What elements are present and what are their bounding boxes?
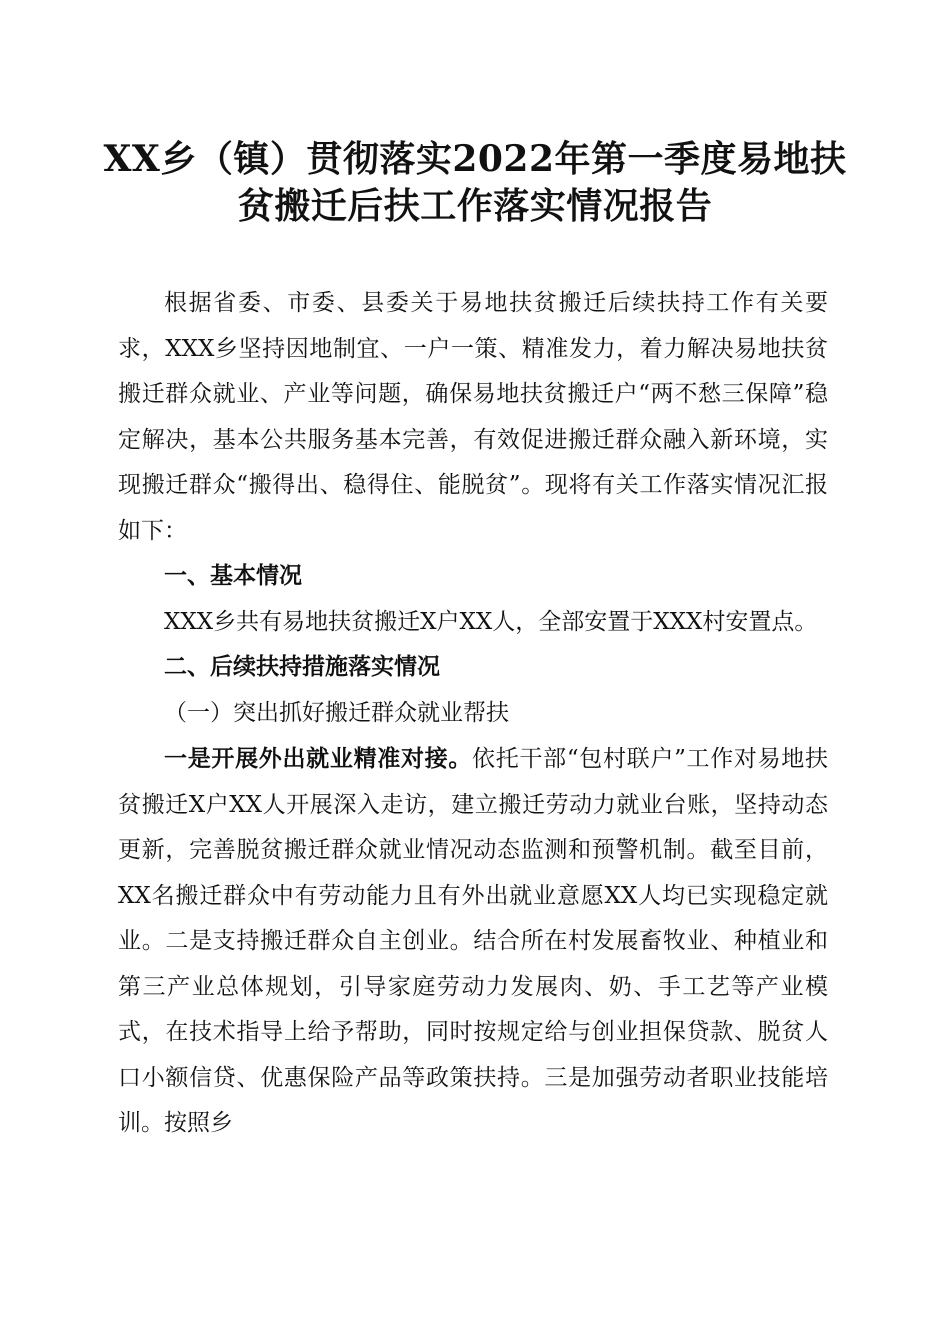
section-2-heading: 二、后续扶持措施落实情况 <box>164 654 440 680</box>
section-1-heading: 一、基本情况 <box>164 563 302 589</box>
employment-paragraph <box>118 736 828 1147</box>
document-title-line-1: XX乡（镇）贯彻落实2022年第一季度易地扶 <box>103 138 847 180</box>
document-title-line-2: 贫搬迁后扶工作落实情况报告 <box>237 185 713 227</box>
employment-paragraph-text: 依托干部“包村联户”工作对易地扶贫搬迁X户XX人开展深入走访，建立搬迁劳动力就业台账，坚持动态更新，完善脱贫搬迁群众就业情况动态监测和预警机制。截至目前，XX名搬迁群众中有劳动能力且有外出就业意愿XX人均已实现稳定就业。二是支持搬迁群众自主创业。结合所在村发展畜牧业、种植业和第三产业总体规划，引导家庭劳动力发展肉、奶、手工艺等产业模式，在技术指导上给予帮助，同时按规定给与创业担保贷款、脱贫人口小额信贷、优惠保险产品等政策扶持。三是加强劳动者职业技能培训。按照乡 <box>118 746 828 1136</box>
section-1-paragraph: XXX乡共有易地扶贫搬迁X户XX人，全部安置于XXX村安置点。 <box>164 608 818 635</box>
employment-lead-sentence: 一是开展外出就业精准对接。 <box>164 745 473 772</box>
intro-paragraph: 根据省委、市委、县委关于易地扶贫搬迁后续扶持工作有关要求，XXX乡坚持因地制宜、一户一策、精准发力，着力解决易地扶贫搬迁群众就业、产业等问题，确保易地扶贫搬迁户“两不愁三保障”稳定解决，基本公共服务基本完善，有效促进搬迁群众融入新环境，实现搬迁群众“搬得出、稳得住、能脱贫”。现将有关工作落实情况汇报如下： <box>118 290 828 544</box>
subsection-1-heading: （一）突出抓好搬迁群众就业帮扶 <box>164 699 509 726</box>
document-body <box>118 281 828 1147</box>
